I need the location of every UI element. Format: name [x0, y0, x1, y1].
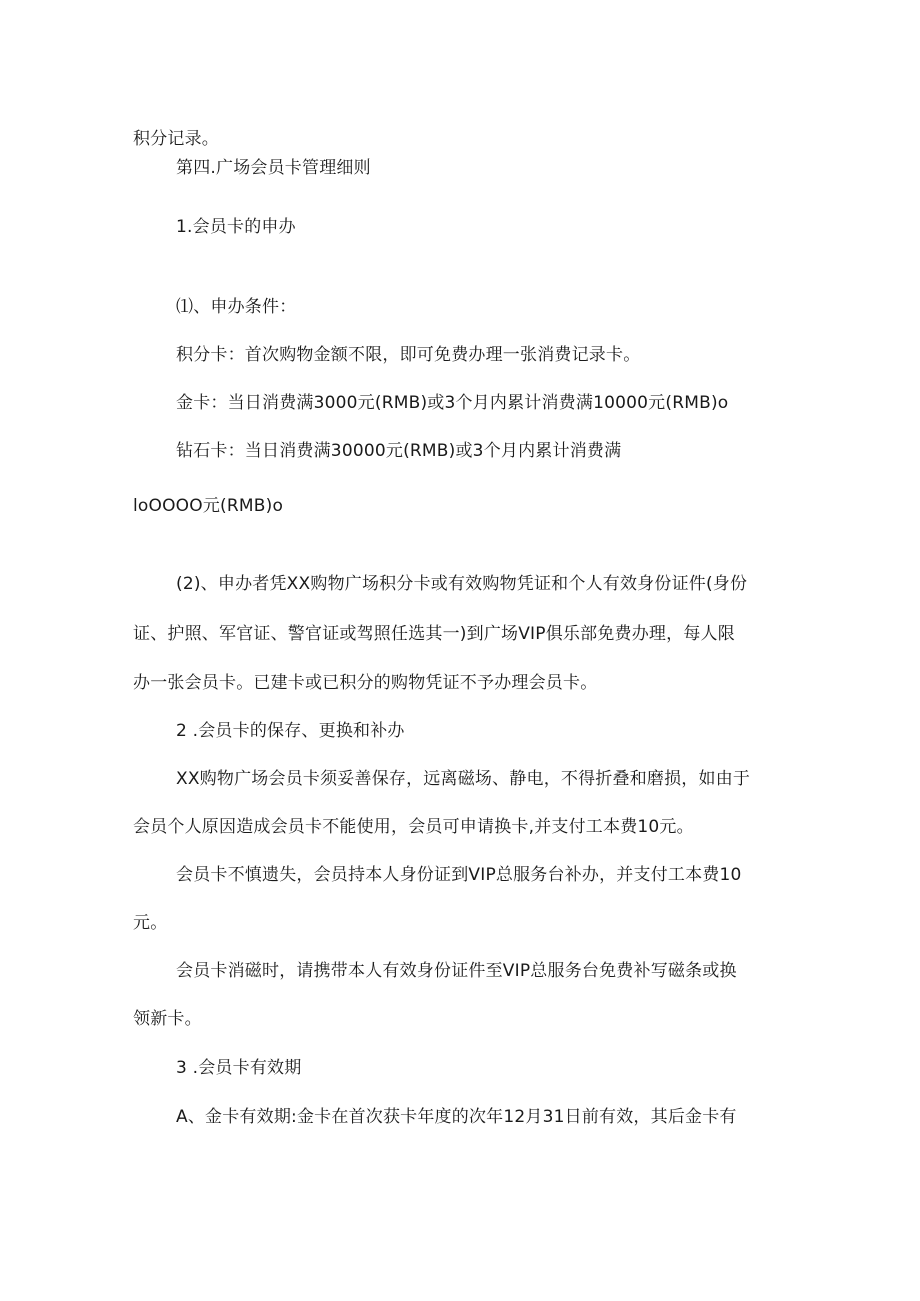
text-line: 积分记录。 — [133, 129, 219, 149]
text-line: loOOOO元(RMB)o — [133, 496, 284, 516]
text-line: 办一张会员卡。已建卡或已积分的购物凭证不予办理会员卡。 — [133, 673, 598, 693]
text-line: 会员卡不慎遗失，会员持本人身份证到VIP总服务台补办，并支付工本费10 — [176, 865, 742, 885]
text-line: (2)、申办者凭XX购物广场积分卡或有效购物凭证和个人有效身份证件(身份 — [176, 574, 748, 594]
subsection-heading: 1.会员卡的申办 — [176, 217, 296, 237]
text-line: 元。 — [133, 913, 168, 933]
text-line: 会员个人原因造成会员卡不能使用，会员可申请换卡,并支付工本费10元。 — [133, 817, 694, 837]
text-line: 领新卡。 — [133, 1009, 202, 1029]
text-line: 会员卡消磁时，请携带本人有效身份证件至VIP总服务台免费补写磁条或换 — [176, 961, 737, 981]
text-line: A、金卡有效期:金卡在首次获卡年度的次年12月31日前有效，其后金卡有 — [176, 1107, 737, 1127]
text-line: 金卡：当日消费满3000元(RMB)或3个月内累计消费满10000元(RMB)o — [176, 393, 729, 413]
text-line: 积分卡：首次购物金额不限，即可免费办理一张消费记录卡。 — [176, 345, 641, 365]
section-heading: 第四.广场会员卡管理细则 — [176, 158, 371, 178]
text-line: 证、护照、军官证、警官证或驾照任选其一)到广场VIP俱乐部免费办理，每人限 — [133, 624, 735, 644]
subsection-heading: 2 .会员卡的保存、更换和补办 — [176, 721, 405, 741]
subsection-heading: 3 .会员卡有效期 — [176, 1058, 302, 1078]
item-heading: ⑴、申办条件： — [176, 297, 297, 317]
text-line: XX购物广场会员卡须妥善保存，远离磁场、静电，不得折叠和磨损，如由于 — [176, 769, 751, 789]
text-line: 钻石卡：当日消费满30000元(RMB)或3个月内累计消费满 — [176, 441, 622, 461]
